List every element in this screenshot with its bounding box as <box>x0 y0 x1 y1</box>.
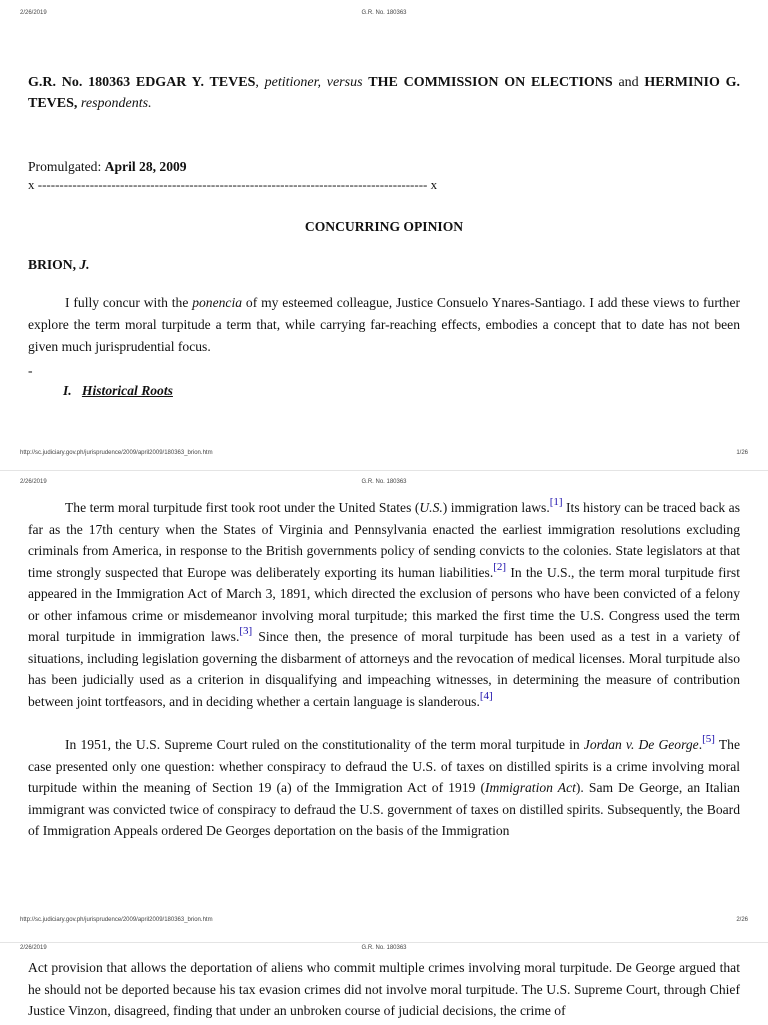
intro-text-a: I fully concur with the <box>65 295 193 310</box>
document-page-3 <box>0 942 768 1025</box>
author-title: J. <box>79 257 90 272</box>
page-2-content <box>28 497 740 842</box>
ponencia-term: ponencia <box>192 295 243 310</box>
intro-text-b: of my esteemed colleague, Justice Consuelo Ynares-Santiago. I add these views to further explore the term moral turpitude a term that, while carrying far-reaching effects, embodies a concept that to date has not been given much jurisprudential focus. <box>28 295 741 354</box>
opinion-title: CONCURRING OPINION <box>304 219 464 234</box>
header-date: 2/26/2019 <box>20 479 47 485</box>
footnote-link-5[interactable]: [5] <box>702 733 715 745</box>
footer-url: http://sc.judiciary.gov.ph/jurisprudence/2009/april2009/180363_brion.htm <box>20 450 213 456</box>
case-name: Jordan v. De George <box>583 737 699 752</box>
section-title: Historical Roots <box>81 383 173 398</box>
text: The case presented only one question: whether conspiracy to defraud the U.S. of taxes on distilled spirits is a crime involving moral turpitude within the meaning of Section 19 (a) of the Immigration Act of 1919 ( <box>28 737 740 795</box>
section-heading <box>63 380 740 402</box>
paragraph-intro <box>28 292 740 358</box>
us-abbrev: U.S. <box>419 500 443 515</box>
petitioner-role: petitioner, versus <box>264 75 363 90</box>
text: In the U.S., the term moral turpitude first appeared in the Immigration Act of March 3, 1891, which directed the exclusion of persons who have been convicted of a felony or other infamous crime or misdemeanor involving moral turpitude; this marked the first time the U.S. Congress used the term moral turpitude in immigration laws. <box>28 564 740 644</box>
act-name: Immigration Act <box>484 780 576 795</box>
footnote-link-2[interactable]: [2] <box>493 560 507 573</box>
header-title: G.R. No. 180363 <box>361 945 407 951</box>
text: Its history can be traced back as far as the 17th century when the States of Virginia and Pennsylvania enacted the earliest immigration resolutions excluding criminals from America, in response to the British governments policy of sending convicts to the colonies. State legislators at that time strongly suspected that Europe was deliberately exporting its human liabilities. <box>28 500 740 580</box>
case-title: G.R. No. 180363 EDGAR Y. TEVES, petitioner, versus THE COMMISSION ON ELECTIONS and HERMINIO G. TEVES, respondents. <box>28 75 740 111</box>
page-1-content <box>28 72 740 402</box>
document-page-1 <box>0 0 768 470</box>
page-3-content <box>28 957 740 1022</box>
petitioner-name: EDGAR Y. TEVES <box>135 75 256 90</box>
header-date: 2/26/2019 <box>20 945 47 951</box>
section-number: I. <box>63 383 72 398</box>
footnote-link-4[interactable]: [4] <box>479 689 493 702</box>
footnote-link-1[interactable]: [1] <box>549 496 563 508</box>
header-title: G.R. No. 180363 <box>361 479 407 485</box>
text: In 1951, the U.S. Supreme Court ruled on the constitutionality of the term moral turpitude in <box>65 737 584 752</box>
respondent-comelec: THE COMMISSION ON ELECTIONS <box>368 75 613 90</box>
text: The term moral turpitude first took root under the United States ( <box>65 500 420 515</box>
footer-url: http://sc.judiciary.gov.ph/jurisprudence/2009/april2009/180363_brion.htm <box>20 917 213 923</box>
text: ) immigration laws. <box>442 500 550 515</box>
respondent-herminio: HERMINIO G. TEVES, <box>28 75 740 111</box>
author-name: BRION, <box>28 257 76 272</box>
conjunction-and: and <box>618 75 639 90</box>
gr-number: G.R. No. 180363 <box>28 75 131 90</box>
paragraph-jordan-v-de-george <box>28 734 740 842</box>
header-date: 2/26/2019 <box>20 10 47 16</box>
paragraph-continued: Act provision that allows the deportation of aliens who commit multiple crimes involving moral turpitude. De George argued that he should not be deported because his tax evasion crimes did not involve moral turpitude. The U.S. Supreme Court, through Chief Justice Vinzon, disagreed, finding that under an unbroken course of judicial decisions, the crime of <box>28 960 740 1018</box>
text: ). Sam De George, an Italian immigrant was convicted twice of conspiracy to defraud the U.S. government of taxes on distilled spirits. Subsequently, the Board of Immigration Appeals ordered De Georges deportation on the basis of the Immigration <box>28 780 740 838</box>
text: Since then, the presence of moral turpitude has been used as a test in a variety of situations, including legislation governing the disbarment of attorneys and the revocation of medical licenses. Moral turpitude also has been judicially used as a criterion in disqualifying and impeaching witnesses, in determining the measure of contribution between joint tortfeasors, and in deciding whether a certain language is slanderous. <box>28 629 740 709</box>
paragraph-historical-roots <box>28 497 740 712</box>
dash-mark: - <box>28 363 33 378</box>
separator-line: x ------------------------------------------------------------------------------------------ x <box>28 177 438 192</box>
text: . <box>698 737 703 752</box>
promulgated-line <box>28 158 740 176</box>
promulgated-label: Promulgated: <box>28 159 102 174</box>
header-title: G.R. No. 180363 <box>361 10 407 16</box>
footer-page-number: 2/26 <box>736 917 748 923</box>
footer-page-number: 1/26 <box>736 450 748 456</box>
footnote-link-3[interactable]: [3] <box>239 625 253 637</box>
respondents-role: respondents. <box>80 96 152 111</box>
promulgated-date: April 28, 2009 <box>104 159 187 174</box>
document-page-2 <box>0 470 768 943</box>
author-line <box>28 254 740 276</box>
